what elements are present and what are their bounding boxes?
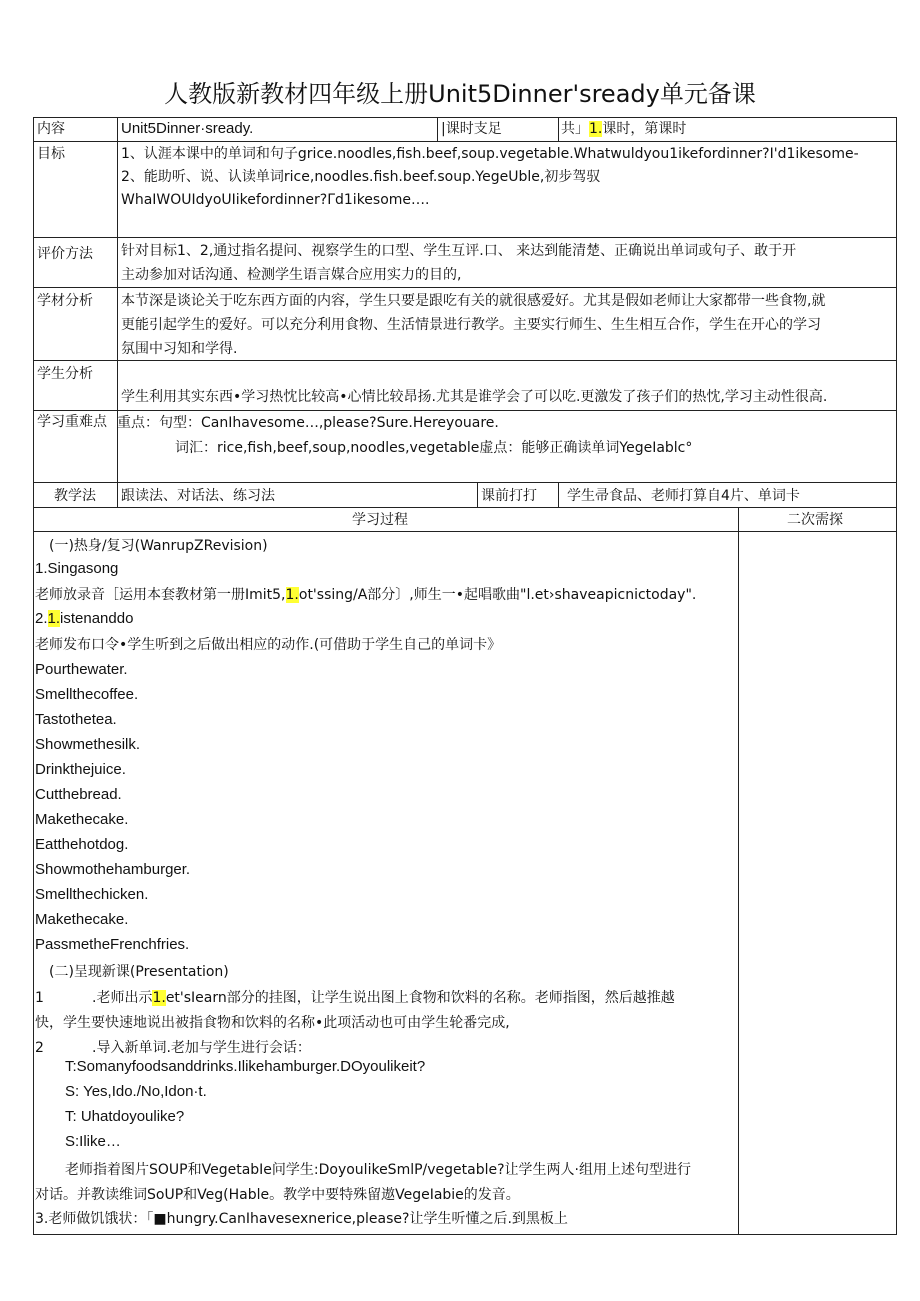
goals-line-3: WhaIWOUIdyoUIikefordinner?Γd1ikesome…. [121,192,430,208]
keypoints-line-1: 重点：句型：CanIhavesome…,please?Sure.Hereyouare. [117,415,499,431]
student-label: 学生分析 [37,366,93,382]
goals-line-1: 1、认涯本课中的单词和句子grice.noodles,fish.beef,soup.vegetable.Whatwuldyou1ikefordinner?I'd1ikesome- [121,146,859,162]
material-label: 学材分析 [37,293,93,309]
prep-value: 学生帚食品、老师打算自4片、单词卡 [567,488,800,504]
action-line: Makethecake. [35,811,129,828]
action-line: Showmothehamburger. [35,861,191,878]
evaluation-label: 评价方法 [37,246,93,262]
warmup-item-1: 1.Singasong [35,560,119,577]
content-label: 内容 [37,121,65,137]
action-line: Smellthechicken. [35,886,149,903]
warmup-title: (一)热身/复习(WanrupZRevision) [49,538,268,554]
action-line: Tastothetea. [35,711,117,728]
material-line-1: 本节深是谈论关于吃东西方面的内容，学生只要是跟吃有关的就很感爱好。尤其是假如老师让大家都带一些食物,就 [121,293,826,309]
action-line: PassmetheFrenchfries. [35,936,190,953]
method-label: 教学法 [54,488,96,504]
presentation-step-1-cont: 快，学生要快速地说出被指食物和饮料的名称•此项活动也可由学生轮番完成, [35,1015,510,1031]
method-value: 跟读法、对话法、练习法 [121,488,275,504]
student-text: 学生利用其实东西•学习热忱比较高•心情比较昂扬.尤其是谁学会了可以吃.更激发了孩子们的热忱,学习主动性很高. [121,389,828,405]
dialog-line: S: Yes,Ido./No,Idon·t. [65,1083,207,1100]
secondary-header: 二次需探 [787,512,843,528]
action-line: Smellthecoffee. [35,686,139,703]
document-title: 人教版新教材四年级上册Unit5Dinner'sready单元备课 [164,80,756,108]
process-header: 学习过程 [352,512,408,528]
period-total: 共」1.课时，第课时 [561,121,687,137]
action-line: Cutthebread. [35,786,122,803]
material-line-2: 更能引起学生的爱好。可以充分利用食物、生活情景进行教学。主要实行师生、生生相互合作，学生在开心的学习 [121,317,821,333]
goals-line-2: 2、能助听、说、认读单词rice,noodles.fish.beef.soup.YegeUble,初步驾驭 [121,169,601,185]
presentation-detail-2: 对话。并教读维词SoUP和Veg(Hable。教学中要特殊留遨VegeIabie的发音。 [35,1187,520,1203]
dialog-line: S:Ilike… [65,1133,121,1150]
keypoints-label: 学习重难点 [37,414,107,430]
goals-label: 目标 [37,146,65,162]
material-line-3: 氛围中习知和学得. [121,341,238,357]
dialog-line: T:Somanyfoodsanddrinks.Ilikehamburger.DOyoulikeit? [65,1058,426,1075]
action-line: Pourthewater. [35,661,128,678]
content-value: Unit5Dinner·sready. [121,120,254,137]
evaluation-line-2: 主动参加对话沟通、检测学生语言媒合应用实力的目的, [121,267,462,283]
warmup-item-2: 2.1.istenanddo [35,610,134,627]
action-line: Drinkthejuice. [35,761,126,778]
action-line: Makethecake. [35,911,129,928]
action-line: Showmethesilk. [35,736,141,753]
presentation-step-2-number: 2 [35,1040,44,1056]
action-line: Eatthehotdog. [35,836,129,853]
presentation-step-2: .导入新单词.老加与学生进行会话： [92,1040,311,1056]
teacher-command: 老师发布口令•学生听到之后做出相应的动作.(可借助于学生自己的单词卡》 [35,637,502,653]
prep-label: 课前打打 [481,488,537,504]
presentation-detail-1: 老师指着图片SOUP和VegetabIe问学生:DoyoulikeSmlP/vegetable?让学生两人·组用上述句型进行 [65,1162,691,1178]
presentation-step-1: .老师出示1.et'sIearn部分的挂图，让学生说出图上食物和饮料的名称。老师指图，然后越推越 [92,990,675,1006]
period-label: |课时支足 [441,121,502,137]
presentation-title: (二)呈现新课(Presentation) [49,964,229,980]
presentation-step-1-number: 1 [35,990,44,1006]
presentation-step-3: 3.老师做饥饿状：「■hungry.CanIhavesexnerice,please?让学生听懂之后.到黑板上 [35,1211,568,1227]
evaluation-line-1: 针对目标1、2,通过指名提问、视察学生的口型、学生互评.口、 来达到能清楚、正确说出单词或句子、敢于开 [121,243,797,259]
teacher-play: 老师放录音［运用本套教材第一册Imit5,1.ot'ssing/A部分〕,师生一•起唱歌曲"l.et›shaveapicnictoday". [35,587,697,603]
dialog-line: T: Uhatdoyoulike? [65,1108,185,1125]
keypoints-line-2: 词汇：rice,fish,beef,soup,noodles,vegetable虚点：能够正确读单词YegeIablc° [175,440,693,456]
